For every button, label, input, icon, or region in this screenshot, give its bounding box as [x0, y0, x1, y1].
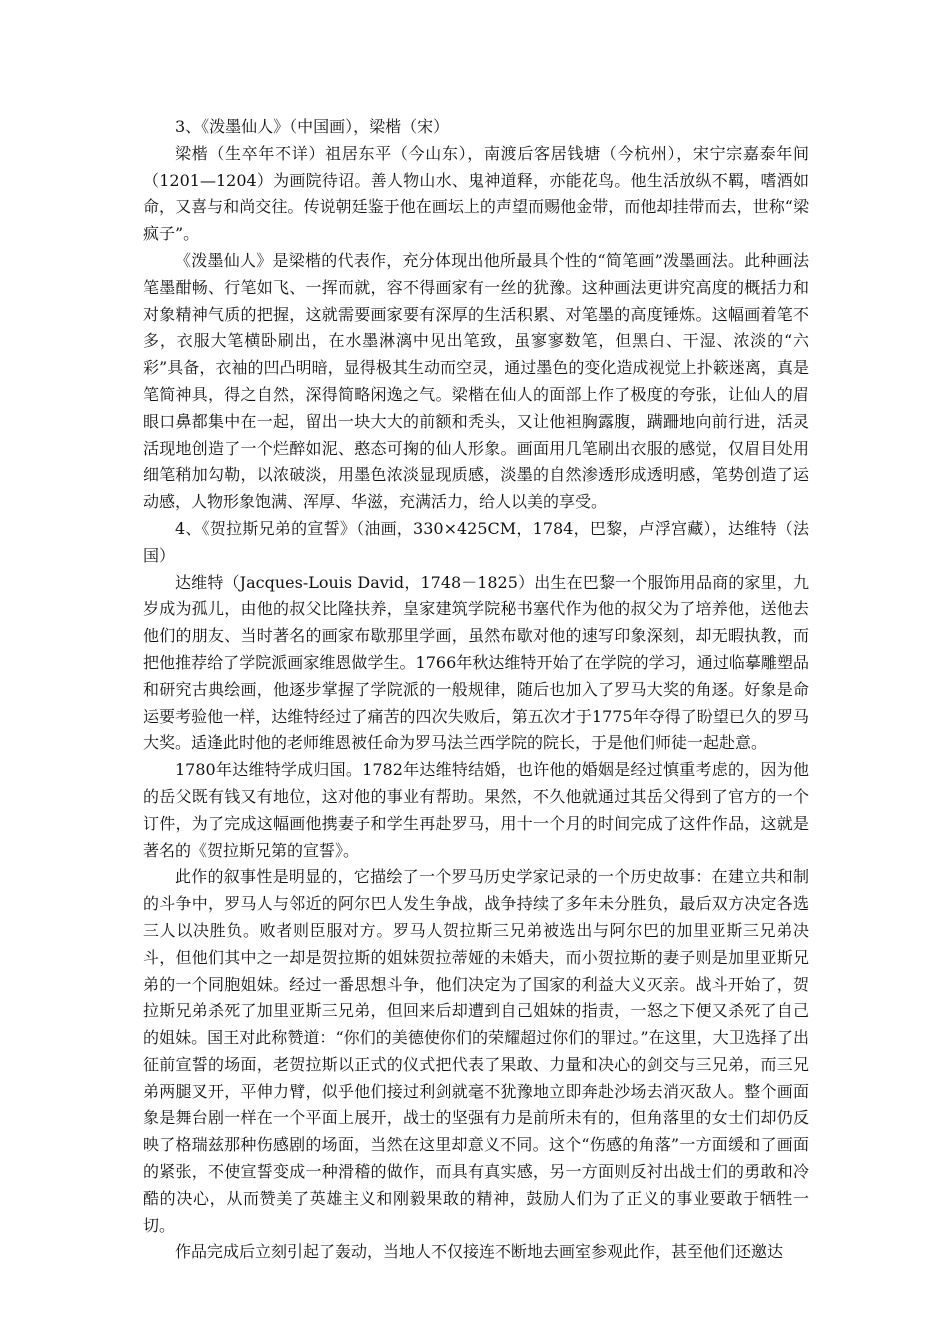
paragraph-david-bio: 达维特（Jacques-Louis David，1748－1825）出生在巴黎一个服饰用品商的家里，九岁成为孤儿，由他的叔父比隆扶养，皇家建筑学院秘书塞代作为他的叔父为了培养他，送他去他们的朋友、当时著名的画家布歇那里学画，虽然布歇对他的速写印象深刻，却无暇执教，而把他推荐给了学院派画家维恩做学生。1766年秋达维特开始了在学院的学习，通过临摹雕塑品和研究古典绘画，他逐步掌握了学院派的一般规律，随后也加入了罗马大奖的角逐。好象是命运要考验他一样，达维特经过了痛苦的四次失败后，第五次才于1775年夺得了盼望已久的罗马大奖。适逢此时他的老师维恩被任命为罗马法兰西学院的院长，于是他们师徒一起赴意。 [143, 572, 809, 753]
paragraph-oath-story: 此作的叙事性是明显的，它描绘了一个罗马历史学家记录的一个历史故事：在建立共和制的斗争中，罗马人与邻近的阿尔巴人发生争战，战争持续了多年未分胜负，最后双方决定各选三人以决胜负。败者则臣服对方。罗马人贺拉斯三兄弟被选出与阿尔巴的加里亚斯三兄弟决斗，但他们其中之一却是贺拉斯的姐妹贺拉蒂娅的未婚夫，而小贺拉斯的妻子则是加里亚斯兄弟的一个同胞姐妹。经过一番思想斗争，他们决定为了国家的利益大义灭亲。战斗开始了，贺拉斯兄弟杀死了加里亚斯三兄弟，但回来后却遭到自己姐妹的指责，一怒之下便又杀死了自己的姐妹。国王对此称赞道：“你们的美德使你们的荣耀超过你们的罪过。”在这里，大卫选择了出征前宣誓的场面，老贺拉斯以正式的仪式把代表了果敢、力量和决心的剑交与三兄弟，而三兄弟两腿叉开，平伸力臂，似乎他们接过利剑就毫不犹豫地立即奔赴沙场去消灭敌人。整个画面象是舞台剧一样在一个平面上展开，战士的坚强有力是前所未有的，但角落里的女士们却仍反映了格瑞兹那种伤感剧的场面，当然在这里却意义不同。这个“伤感的角落”一方面缓和了画面的紧张，不使宣誓变成一种滑稽的做作，而具有真实感，另一方面则反衬出战士们的勇敢和冷酷的决心，从而赞美了英雄主义和刚毅果敢的精神，鼓励人们为了正义的事业要敢于牺牲一切。 [143, 867, 809, 1235]
heading-item-4: 4、《贺拉斯兄弟的宣誓》（油画，330×425CM，1784，巴黎，卢浮宫藏），达维特（法国） [143, 518, 809, 565]
paragraph-reception: 作品完成后立刻引起了轰动，当地人不仅接连不断地去画室参观此作，甚至他们还邀达 [175, 1242, 784, 1262]
paragraph-pomo-xianren: 《泼墨仙人》是梁楷的代表作，充分体现出他所最具个性的“简笔画”泼墨画法。此种画法笔墨酣畅、行笔如飞、一挥而就，容不得画家有一丝的犹豫。这种画法更讲究高度的概括力和对象精神气质的把握，这就需要画家要有深厚的生活积累、对笔墨的高度锤炼。这幅画着笔不多，衣服大笔横卧刷出，在水墨淋漓中见出笔致，虽寥寥数笔，但黑白、干湿、浓淡的“六彩”具备，衣袖的凹凸明暗，显得极其生动而空灵，通过墨色的变化造成视觉上扑簌迷离，真是笔简神具，得之自然，深得简略闲逸之气。梁楷在仙人的面部上作了极度的夸张，让仙人的眉眼口鼻都集中在一起，留出一块大大的前额和秃头，又让他袒胸露腹，蹒跚地向前行进，活灵活现地创造了一个烂醉如泥、憨态可掬的仙人形象。画面用几笔刷出衣服的感觉，仅眉目处用细笔稍加勾勒，以浓破淡，用墨色浓淡显现质感，淡墨的自然渗透形成透明感，笔势创造了运动感，人物形象饱满、浑厚、华滋，充满活力，给人以美的享受。 [143, 250, 809, 512]
heading-item-3: 3、《泼墨仙人》（中国画），梁楷（宋） [175, 117, 450, 136]
paragraph-david-return: 1780年达维特学成归国。1782年达维特结婚，也许他的婚姻是经过慎重考虑的，因为他的岳父既有钱又有地位，这对他的事业有帮助。果然，不久他就通过其岳父得到了官方的一个订件，为了完成这幅画他携妻子和学生再赴罗马，用十一个月的时间完成了这件作品，这就是著名的《贺拉斯兄第的宣誓》。 [143, 760, 809, 860]
document-page [143, 114, 809, 1266]
paragraph-liangkai-bio: 梁楷（生卒年不详）祖居东平（今山东），南渡后客居钱塘（今杭州），宋宁宗嘉泰年间（1201—1204）为画院待诏。善人物山水、鬼神道释，亦能花鸟。他生活放纵不羁，嗜酒如命，又喜与和尚交往。传说朝廷鉴于他在画坛上的声望而赐他金带，而他却挂带而去，世称“梁疯子”。 [143, 143, 809, 244]
